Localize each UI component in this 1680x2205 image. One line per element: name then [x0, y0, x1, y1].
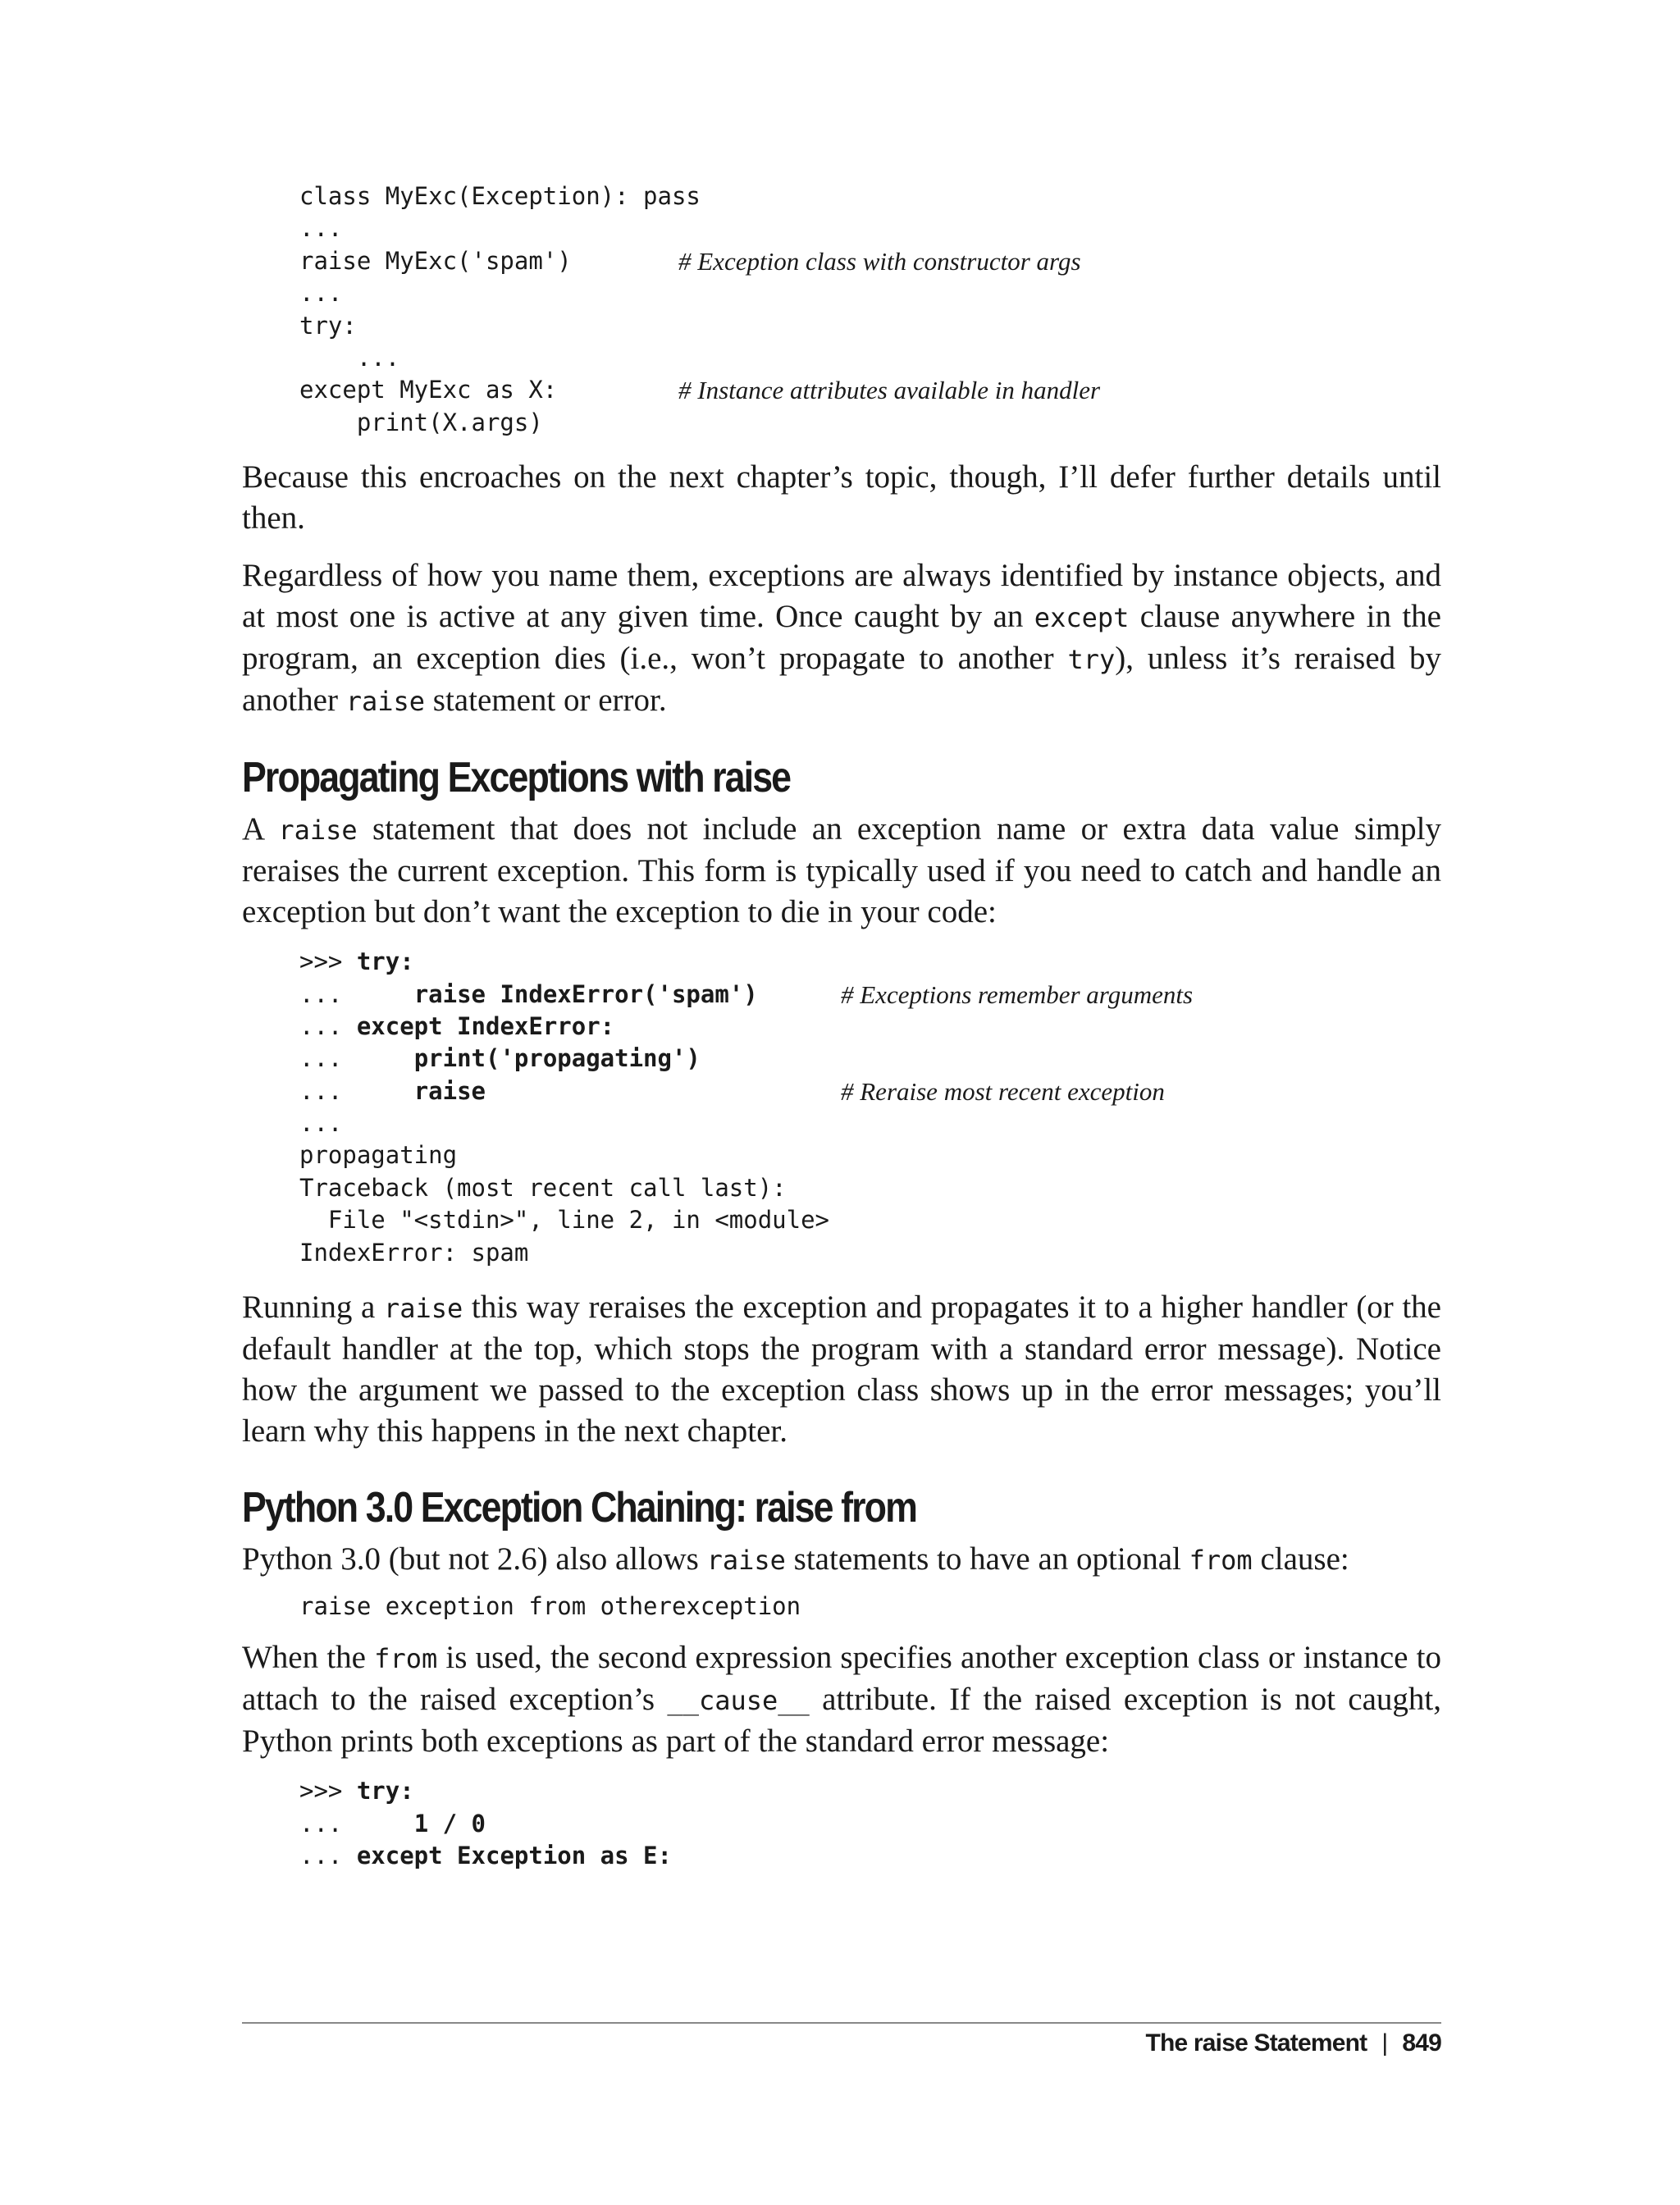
code-line: [299, 1107, 1441, 1139]
footer-separator: |: [1381, 2029, 1388, 2057]
text: Regardless of how you name them, exceptions are always identified by instance objects, and at most one is active at any given time. Once caught by an: [242, 558, 1441, 635]
inline-code: from: [374, 1643, 438, 1675]
page-number: 849: [1402, 2029, 1441, 2057]
code-prompt: ...: [299, 1842, 357, 1870]
text: statement or error.: [425, 682, 667, 719]
code-text: raise: [413, 1076, 486, 1105]
code-line: [299, 342, 1441, 374]
code-text: print('propagating'): [413, 1044, 701, 1073]
code-line: [299, 245, 1441, 277]
code-text: print(X.args): [299, 408, 543, 436]
inline-code: __cause__: [667, 1685, 810, 1717]
page-footer: [1145, 2029, 1441, 2057]
code-line: raise exception from otherexception: [299, 1592, 801, 1621]
paragraph-4: [242, 1287, 1441, 1452]
inline-code: from: [1189, 1545, 1253, 1577]
inline-code: raise: [345, 686, 426, 718]
code-comment: # Exceptions remember arguments: [841, 979, 1194, 1009]
code-block-2: [299, 946, 1441, 1269]
paragraph-5: [242, 1539, 1441, 1581]
code-line: [299, 1775, 1441, 1807]
code-line: [299, 1139, 1441, 1171]
section-heading-propagating: Propagating Exceptions with raise: [242, 754, 791, 802]
code-prompt: ...: [299, 1809, 414, 1838]
code-line: [299, 1043, 1441, 1075]
code-line: [299, 1237, 1441, 1269]
code-line: [299, 1011, 1441, 1043]
code-prompt: ...: [299, 1076, 414, 1105]
code-text: propagating: [299, 1141, 458, 1170]
code-text: raise MyExc('spam'): [299, 246, 572, 275]
code-prompt: >>>: [299, 1777, 357, 1806]
code-line: [299, 277, 1441, 309]
code-prompt: >>>: [299, 947, 357, 976]
code-prompt: ...: [299, 1044, 414, 1073]
code-line: [299, 1172, 1441, 1204]
inline-code: try: [1067, 644, 1116, 676]
code-line: [299, 310, 1441, 342]
code-text: ...: [299, 279, 343, 308]
code-text: Traceback (most recent call last):: [299, 1173, 787, 1202]
inline-code: raise: [383, 1293, 463, 1325]
inline-code: raise: [278, 815, 358, 847]
text: Running a: [242, 1290, 384, 1326]
code-text: ...: [299, 343, 400, 372]
code-line: [299, 1840, 1441, 1872]
text: clause:: [1252, 1541, 1349, 1577]
code-line: [299, 1075, 1441, 1107]
code-line: [299, 1808, 1441, 1840]
code-text: class MyExc(Exception): pass: [299, 182, 701, 210]
code-text: except MyExc as X:: [299, 376, 558, 404]
code-text: raise IndexError('spam'): [413, 979, 758, 1008]
code-line: [299, 1204, 1441, 1236]
paragraph-1: [242, 457, 1441, 539]
text: ), unless it’s reraised by another: [242, 641, 1441, 719]
code-comment: # Reraise most recent exception: [841, 1076, 1165, 1106]
inline-code: except: [1034, 602, 1130, 634]
text: attribute. If the raised exception is not caught, Python prints both exceptions as part of the standard error message:: [242, 1682, 1441, 1760]
paragraph-3: [242, 809, 1441, 933]
running-head: The raise Statement: [1145, 2029, 1367, 2057]
code-comment: # Instance attributes available in handler: [678, 376, 1101, 405]
text: is used, the second expression specifies another exception class or instance to attach to the raised exception’s: [242, 1640, 1442, 1718]
text: clause anywhere in the program, an exception dies (i.e., won’t propagate to another: [242, 599, 1441, 677]
text: A: [242, 811, 279, 847]
code-text: 1 / 0: [413, 1809, 486, 1838]
code-text: ...: [299, 214, 343, 243]
code-text: try:: [299, 311, 357, 340]
code-line: [299, 212, 1441, 244]
code-block-1: [299, 180, 1441, 439]
code-prompt: ...: [299, 1109, 343, 1138]
section-heading-chaining: Python 3.0 Exception Chaining: raise from: [242, 1484, 916, 1532]
text: statements to have an optional: [785, 1541, 1189, 1577]
paragraph-6: [242, 1637, 1441, 1762]
code-prompt: ...: [299, 979, 414, 1008]
code-block-4: [299, 1775, 1441, 1872]
code-text: except IndexError:: [356, 1011, 615, 1040]
paragraph-1-text: Because this encroaches on the next chapter’s topic, though, I’ll defer further details until then.: [242, 459, 1441, 536]
text: statement that does not include an exception name or extra data value simply reraises the current exception. This form is typically used if you need to catch and handle an exception but don’t want the exception to die in your code:: [242, 811, 1442, 930]
text: Python 3.0 (but not 2.6) also allows: [242, 1541, 707, 1577]
code-line: [299, 374, 1441, 406]
page-content: [242, 164, 1441, 1873]
code-line: [299, 407, 1441, 439]
code-text: try:: [356, 1777, 414, 1806]
paragraph-2: [242, 555, 1441, 722]
code-text: IndexError: spam: [299, 1238, 529, 1267]
inline-code: raise: [706, 1545, 786, 1577]
code-prompt: ...: [299, 1011, 357, 1040]
code-line: [299, 180, 1441, 212]
footer-rule: [242, 2022, 1441, 2024]
code-text: except Exception as E:: [356, 1842, 672, 1870]
code-comment: # Exception class with constructor args: [678, 246, 1081, 276]
code-line: [299, 979, 1441, 1011]
text: this way reraises the exception and propagates it to a higher handler (or the default handler at the top, which stops the program with a standard error message). Notice how the argument we passed to the exception class shows up in the error messages; you’ll learn why this happens in the next chapter.: [242, 1290, 1441, 1449]
code-text: File "<stdin>", line 2, in <module>: [299, 1206, 830, 1235]
code-text: try:: [356, 947, 414, 976]
text: When the: [242, 1640, 375, 1676]
code-line: [299, 946, 1441, 978]
code-block-3: [299, 1591, 1441, 1623]
